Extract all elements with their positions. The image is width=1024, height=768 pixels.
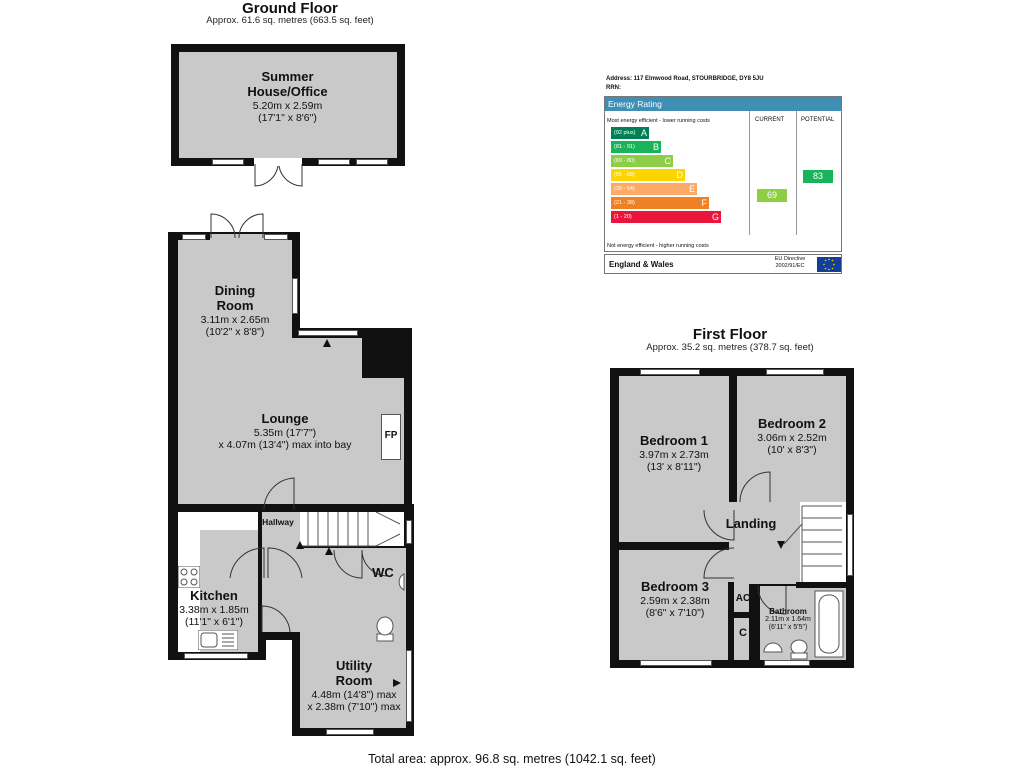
- window: [640, 369, 700, 375]
- first-floor-area: Approx. 35.2 sq. metres (378.7 sq. feet): [646, 342, 814, 353]
- sink-icon: [198, 630, 238, 650]
- staircase-icon: [300, 510, 406, 552]
- epc-rrn: RRN:: [606, 85, 621, 91]
- window: [764, 660, 810, 666]
- arrow-up-icon: [295, 540, 305, 550]
- window: [766, 369, 824, 375]
- epc-panel: [604, 96, 842, 252]
- epc-bottom-note: Not energy efficient - higher running costs: [607, 243, 709, 249]
- eu-flag-icon: [817, 257, 841, 272]
- epc-band-f: (21 - 38) F: [611, 197, 709, 209]
- epc-band-d: (55 - 68) D: [611, 169, 685, 181]
- epc-band-c: (69 - 80) C: [611, 155, 673, 167]
- window: [318, 159, 350, 165]
- door-swing-icon: [228, 546, 308, 586]
- epc-address: Address: 117 Elmwood Road, STOURBRIDGE, DY8 5JU: [606, 76, 764, 82]
- door-swing-icon: [736, 470, 776, 506]
- window: [406, 520, 412, 544]
- epc-band-b: (81 - 91) B: [611, 141, 661, 153]
- bath-icon: [814, 590, 844, 658]
- window: [847, 514, 853, 576]
- epc-band-g: (1 - 20) G: [611, 211, 721, 223]
- epc-region: England & Wales: [609, 260, 674, 269]
- door-swing-icon: [700, 544, 736, 580]
- epc-current-score: 69: [757, 189, 787, 202]
- first-floor-title: First Floor: [692, 326, 768, 343]
- window: [298, 330, 358, 336]
- toilet-icon: [374, 616, 396, 642]
- ac-label: AC: [735, 593, 751, 604]
- bedroom-1-label: Bedroom 1 3.97m x 2.73m (13' x 8'11"): [639, 433, 709, 473]
- door-swing-icon: [262, 474, 302, 514]
- ground-floor-title: Ground Floor: [242, 0, 338, 17]
- window: [184, 653, 248, 659]
- epc-potential-score: 83: [803, 170, 833, 183]
- window: [212, 159, 244, 165]
- french-doors-icon: [250, 158, 310, 190]
- epc-band-e: (39 - 54) E: [611, 183, 697, 195]
- epc-top-note: Most energy efficient - lower running costs: [607, 118, 710, 124]
- epc-potential-label: POTENTIAL: [801, 117, 835, 123]
- arrow-down-icon: [776, 540, 786, 550]
- epc-current-label: CURRENT: [755, 117, 785, 123]
- window: [182, 234, 206, 240]
- window: [292, 278, 298, 314]
- window: [264, 234, 288, 240]
- hob-icon: [178, 566, 200, 588]
- energy-rating-chart: [600, 76, 844, 276]
- dining-room-label: Dining Room 3.11m x 2.65m (10'2" x 8'8"): [200, 283, 270, 338]
- epc-divider: [749, 111, 750, 235]
- wc-label: WC: [372, 565, 394, 580]
- c-label: C: [739, 627, 747, 639]
- epc-bands: [611, 127, 741, 227]
- summer-house-label: Summer House/Office 5.20m x 2.59m (17'1" x 8'6"): [247, 69, 328, 124]
- epc-directive: EU Directive 2002/91/EC: [774, 256, 806, 270]
- landing-label: Landing: [725, 516, 777, 531]
- arrow-up-icon: [324, 546, 334, 556]
- staircase-icon: [780, 504, 846, 584]
- fireplace-label: FP: [384, 430, 398, 441]
- epc-footer: [604, 254, 842, 274]
- bedroom-3-label: Bedroom 3 2.59m x 2.38m (8'6" x 7'10"): [640, 579, 710, 619]
- bathroom-label: Bathroom 2.11m x 1.64m (6'11" x 5'5"): [765, 607, 811, 632]
- kitchen-label: Kitchen 3.38m x 1.85m (11'1" x 6'1"): [179, 588, 249, 628]
- epc-band-a: (92 plus) A: [611, 127, 649, 139]
- arrow-up-icon: [322, 338, 332, 348]
- french-doors-icon: [208, 212, 266, 242]
- utility-room-label: Utility Room 4.48m (14'8") max x 2.38m (7'10") max: [307, 658, 401, 713]
- epc-header: Energy Rating: [605, 97, 841, 111]
- window: [356, 159, 388, 165]
- ground-floor-area: Approx. 61.6 sq. metres (663.5 sq. feet): [206, 15, 374, 26]
- door-swing-icon: [258, 602, 298, 634]
- bedroom-2-label: Bedroom 2 3.06m x 2.52m (10' x 8'3"): [757, 416, 827, 456]
- window: [326, 729, 374, 735]
- basin-icon: [762, 636, 784, 654]
- hallway-label: Hallway: [262, 517, 294, 527]
- toilet-icon: [788, 638, 810, 660]
- total-area: Total area: approx. 96.8 sq. metres (1042.1 sq. feet): [368, 752, 656, 766]
- epc-divider: [796, 111, 797, 235]
- lounge-label: Lounge 5.35m (17'7") x 4.07m (13'4") max into bay: [218, 411, 352, 451]
- window: [640, 660, 712, 666]
